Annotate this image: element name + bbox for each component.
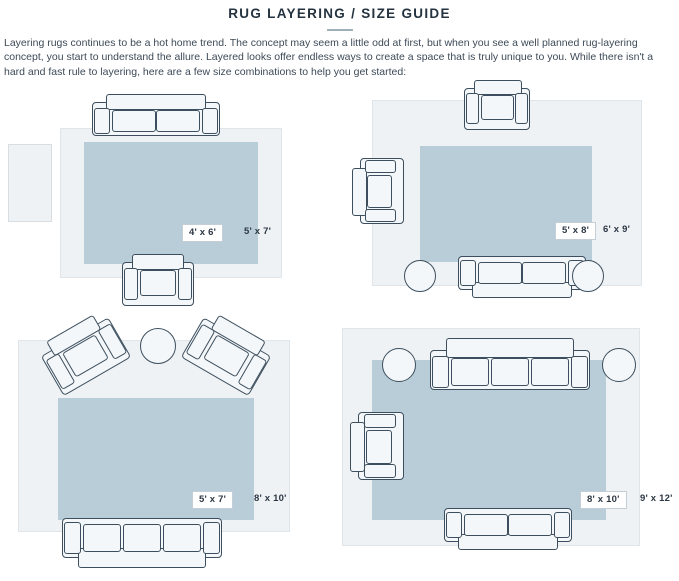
layout-bottom-right <box>340 306 679 581</box>
label-outer-bottom-right: 9' x 12' <box>640 493 673 504</box>
armchair-bottom <box>122 254 194 306</box>
side-table-left <box>404 260 436 292</box>
label-inner-bottom-right: 8' x 10' <box>580 491 627 509</box>
layout-bottom-left <box>0 306 330 581</box>
sofa-top <box>92 94 220 136</box>
layout-top-right <box>340 84 679 316</box>
rug-layering-size-guide <box>0 6 679 581</box>
label-inner-top-right: 5' x 8' <box>555 222 596 240</box>
sofa-bottom <box>458 256 586 300</box>
side-table-right <box>572 260 604 292</box>
side-table-top-left <box>382 348 416 382</box>
inner-rug-top-left <box>84 142 258 264</box>
round-table-center <box>140 328 176 364</box>
title-divider <box>327 29 353 31</box>
label-inner-bottom-left: 5' x 7' <box>192 491 233 509</box>
armchair-left <box>352 158 404 224</box>
sofa-bottom-left-layout <box>62 518 222 570</box>
inner-rug-top-right <box>420 146 592 262</box>
label-outer-bottom-left: 8' x 10' <box>254 493 287 504</box>
armchair-top <box>464 80 530 130</box>
side-table-top-right <box>602 348 636 382</box>
sofa-top-right-layout <box>430 338 590 390</box>
sofa-bottom-right-layout <box>444 508 572 552</box>
label-outer-top-right: 6' x 9' <box>603 224 631 235</box>
label-outer-top-left: 5' x 7' <box>244 226 272 237</box>
accent-rug-left <box>8 144 52 222</box>
intro-paragraph: Layering rugs continues to be a hot home trend. The concept may seem a little odd at first, but when you see a well planned rug-layering concept, you start to understand the allure. Layered looks offer endless ways to create a space that is truly unique to you. While there isn't a hard and fast rule to layering, here are a few size combinations to help you get started: <box>4 37 654 78</box>
armchair-left-bottom-right <box>350 412 404 480</box>
page-title: RUG LAYERING / SIZE GUIDE <box>228 6 451 21</box>
label-inner-top-left: 4' x 6' <box>182 224 223 242</box>
layout-top-left <box>0 86 330 311</box>
